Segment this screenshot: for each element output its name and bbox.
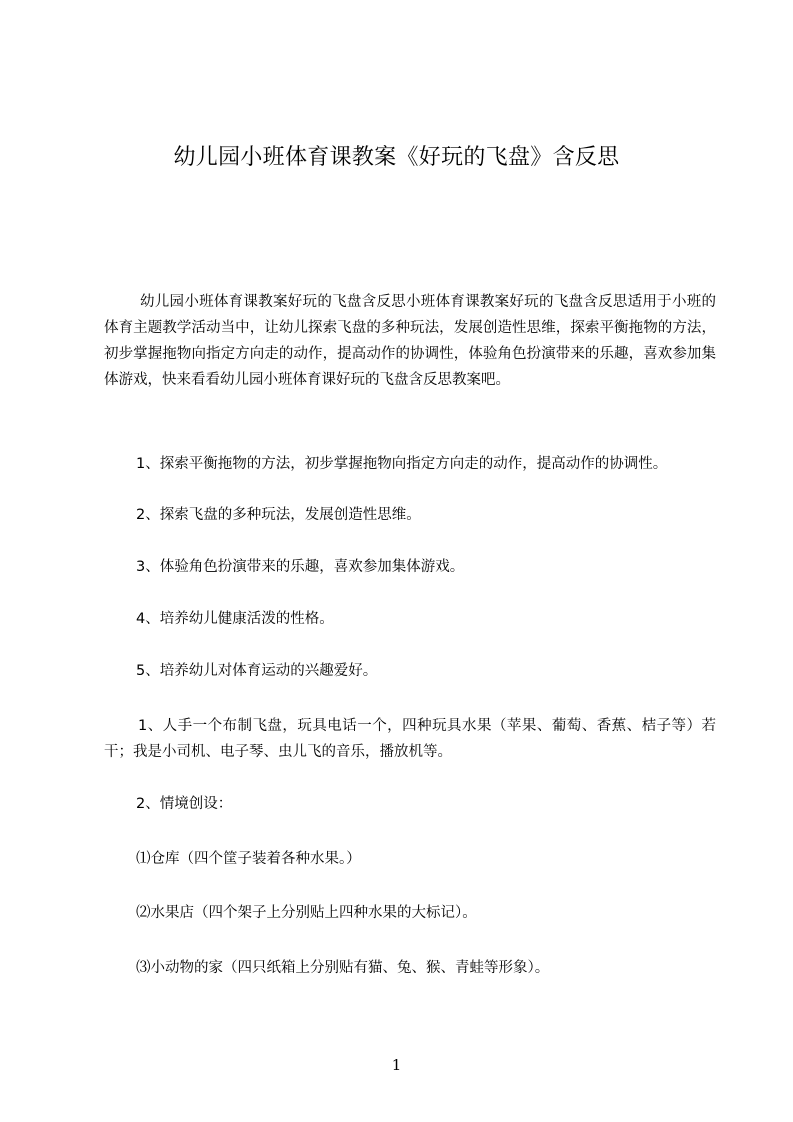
- prep-scene-1: ⑴仓库（四个筐子装着各种水果。）: [136, 851, 361, 867]
- prep-scene-2: ⑵水果店（四个架子上分别贴上四种水果的大标记）。: [136, 905, 477, 921]
- goal-item-1: 1、探索平衡拖物的方法，初步掌握拖物向指定方向走的动作，提高动作的协调性。: [136, 456, 668, 472]
- goal-item-2: 2、探索飞盘的多种玩法，发展创造性思维。: [136, 507, 421, 523]
- prep-scene-3: ⑶小动物的家（四只纸箱上分别贴有猫、兔、猴、青蛙等形象）。: [136, 960, 550, 976]
- prep-item-1: 1、人手一个布制飞盘，玩具电话一个，四种玩具水果（苹果、葡萄、香蕉、桔子等）若干；我是小司机、电子琴、虫儿飞的音乐，播放机等。: [104, 718, 716, 760]
- intro-paragraph: 幼儿园小班体育课教案好玩的飞盘含反思小班体育课教案好玩的飞盘含反思适用于小班的体育主题教学活动当中，让幼儿探索飞盘的多种玩法，发展创造性思维，探索平衡拖物的方法，初步掌握拖物向指定方向走的动作，提高动作的协调性，体验角色扮演带来的乐趣，喜欢参加集体游戏，快来看看幼儿园小班体育课好玩的飞盘含反思教案吧。: [104, 294, 716, 388]
- goal-item-3: 3、体验角色扮演带来的乐趣，喜欢参加集体游戏。: [136, 559, 465, 575]
- goal-item-4: 4、培养幼儿健康活泼的性格。: [136, 611, 334, 627]
- document-title: 幼儿园小班体育课教案《好玩的飞盘》含反思: [173, 145, 620, 170]
- prep-item-2: 2、情境创设：: [136, 796, 233, 812]
- page-number: 1: [391, 1056, 402, 1074]
- goal-item-5: 5、培养幼儿对体育运动的兴趣爱好。: [136, 663, 378, 679]
